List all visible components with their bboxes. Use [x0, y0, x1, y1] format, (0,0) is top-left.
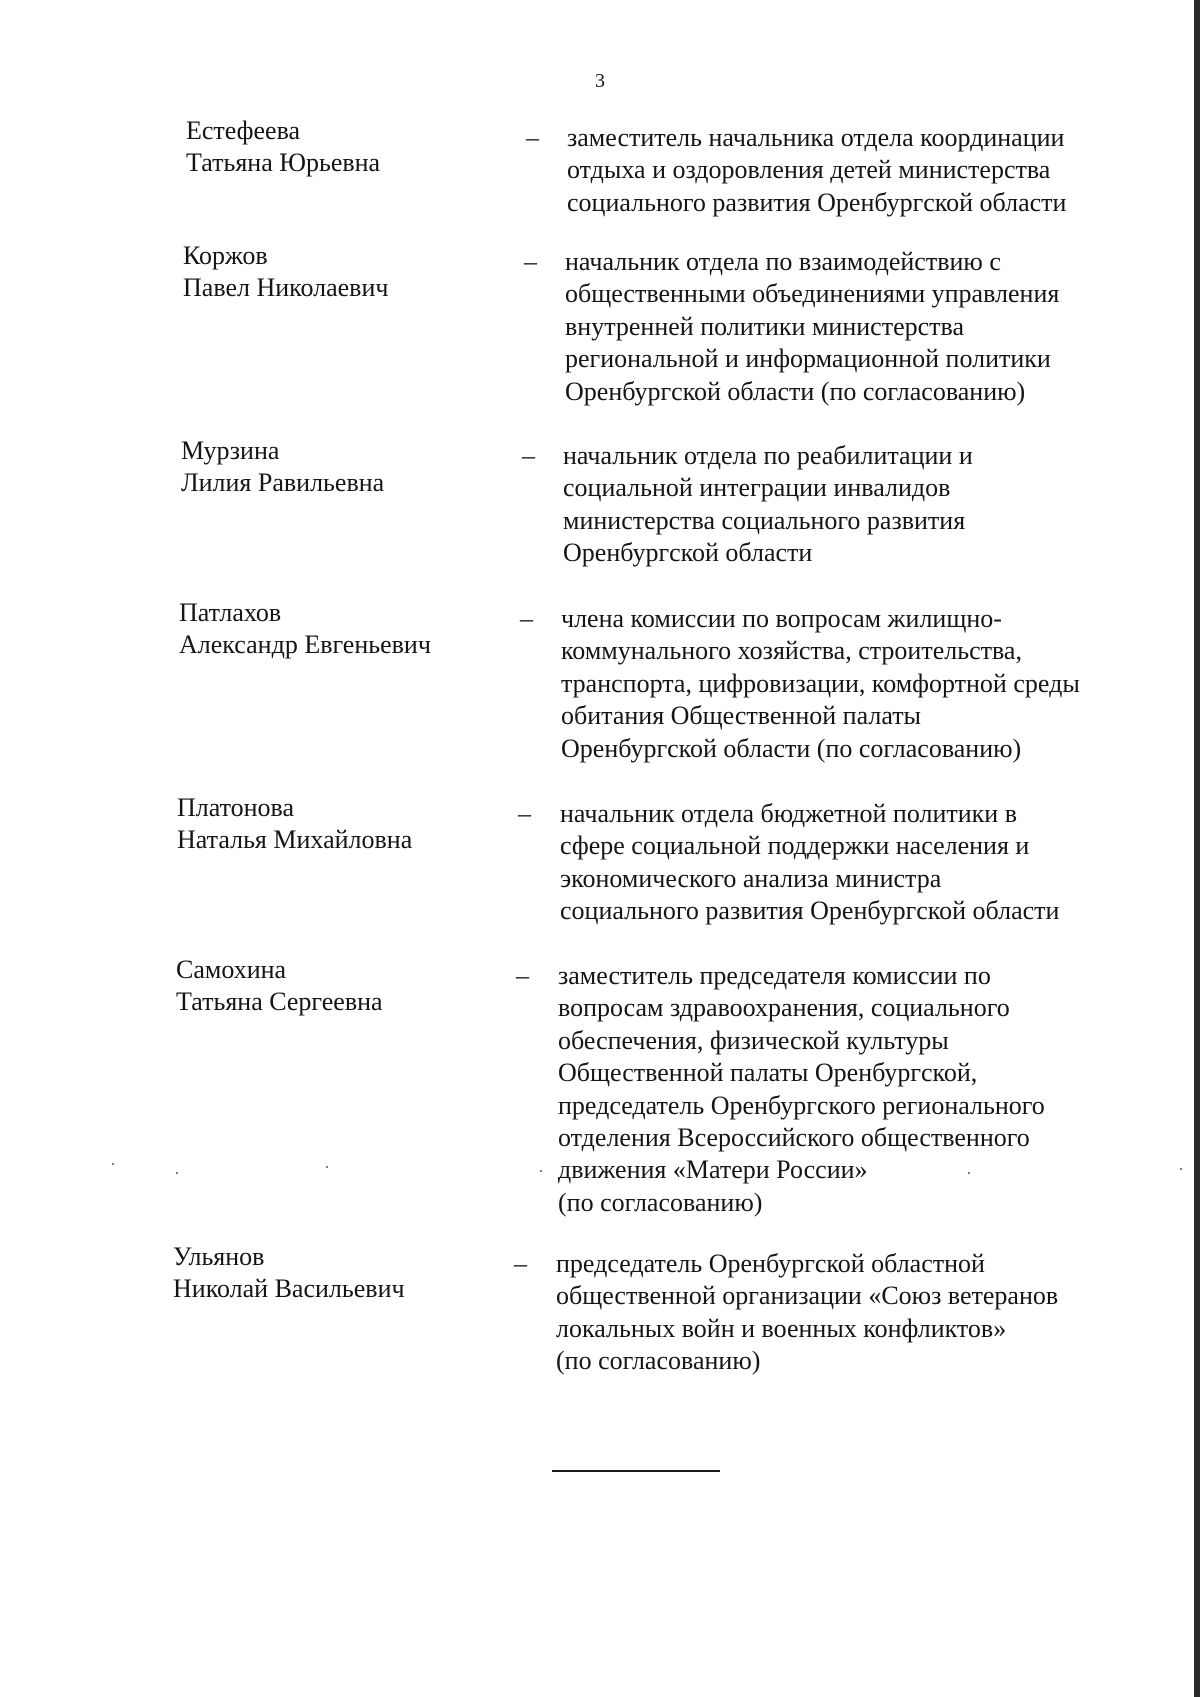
separator-dash: –	[526, 123, 539, 152]
position-line: (по согласованию)	[556, 1346, 761, 1376]
position-line: обитания Общественной палаты	[561, 701, 922, 731]
member-surname: Самохина	[176, 955, 287, 984]
position-line: вопросам здравоохранения, социального	[558, 993, 1010, 1023]
position-line: Оренбургской области (по согласованию)	[565, 376, 1026, 406]
member-given-names: Николай Васильевич	[173, 1274, 405, 1303]
end-of-list-rule	[552, 1470, 720, 1472]
member-surname: Ульянов	[173, 1242, 265, 1271]
scan-speck	[176, 1172, 178, 1174]
position-line: Общественной палаты Оренбургской,	[558, 1058, 978, 1088]
separator-dash: –	[516, 961, 529, 990]
member-given-names: Павел Николаевич	[183, 273, 389, 302]
position-line: (по согласованию)	[558, 1187, 763, 1217]
scan-speck	[326, 1166, 328, 1168]
position-line: начальник отдела бюджетной политики в	[560, 799, 1017, 828]
position-line: региональной и информационной политики	[565, 344, 1051, 374]
member-position	[561, 603, 1161, 765]
member-position	[556, 1248, 1156, 1378]
position-line: заместитель начальника отдела координации	[567, 123, 1065, 152]
separator-dash: –	[514, 1249, 527, 1278]
position-line: отдыха и оздоровления детей министерства	[567, 155, 1051, 185]
member-given-names: Лилия Равильевна	[181, 468, 385, 497]
member-position	[560, 798, 1160, 928]
position-line: внутренней политики министерства	[565, 311, 964, 341]
position-line: председатель Оренбургского регионального	[558, 1090, 1045, 1120]
position-line: транспорта, цифровизации, комфортной среды	[561, 668, 1080, 698]
member-given-names: Александр Евгеньевич	[179, 630, 431, 659]
position-line: председатель Оренбургской областной	[556, 1249, 985, 1278]
position-line: экономического анализа министра	[560, 863, 942, 893]
member-name	[183, 240, 513, 304]
separator-dash: –	[524, 247, 537, 276]
member-name	[176, 954, 506, 1018]
member-surname: Мурзина	[181, 436, 280, 465]
position-line: социальной интеграции инвалидов	[563, 473, 951, 503]
member-position	[567, 122, 1167, 219]
position-line: министерства социального развития	[563, 505, 966, 535]
scan-speck	[112, 1163, 114, 1165]
separator-dash: –	[522, 441, 535, 470]
page-number: 3	[595, 70, 605, 92]
position-line: отделения Всероссийского общественного	[558, 1123, 1030, 1153]
position-line: локальных войн и военных конфликтов»	[556, 1313, 1007, 1343]
scan-edge-shadow	[1194, 0, 1200, 1697]
member-given-names: Татьяна Сергеевна	[176, 987, 383, 1016]
member-given-names: Татьяна Юрьевна	[186, 148, 381, 177]
position-line: социального развития Оренбургской области	[560, 896, 1060, 926]
position-line: сфере социальной поддержки населения и	[560, 831, 1030, 861]
position-line: движения «Матери России»	[558, 1155, 868, 1185]
member-surname: Естефеева	[186, 116, 301, 145]
member-position	[558, 960, 1158, 1219]
member-surname: Патлахов	[179, 598, 282, 627]
position-line: общественной организации «Союз ветеранов	[556, 1281, 1059, 1311]
member-position	[563, 440, 1163, 570]
scan-speck	[968, 1172, 970, 1174]
position-line: обеспечения, физической культуры	[558, 1025, 949, 1055]
scan-speck	[540, 1170, 542, 1172]
member-given-names: Наталья Михайловна	[177, 825, 413, 854]
position-line: коммунального хозяйства, строительства,	[561, 636, 1022, 666]
position-line: Оренбургской области (по согласованию)	[561, 733, 1022, 763]
scan-speck	[1180, 1168, 1182, 1170]
position-line: начальник отдела по реабилитации и	[563, 441, 973, 470]
member-name	[173, 1241, 503, 1305]
member-surname: Платонова	[177, 793, 295, 822]
member-name	[186, 115, 516, 179]
position-line: Оренбургской области	[563, 538, 813, 568]
position-line: заместитель председателя комиссии по	[558, 961, 991, 990]
member-name	[179, 597, 509, 661]
separator-dash: –	[520, 604, 533, 633]
separator-dash: –	[518, 799, 531, 828]
position-line: социального развития Оренбургской области	[567, 187, 1067, 217]
member-name	[177, 792, 507, 856]
position-line: члена комиссии по вопросам жилищно-	[561, 604, 1002, 633]
position-line: начальник отдела по взаимодействию с	[565, 247, 1001, 276]
member-surname: Коржов	[183, 241, 268, 270]
member-name	[181, 435, 511, 499]
member-position	[565, 246, 1165, 408]
position-line: общественными объединениями управления	[565, 279, 1060, 309]
